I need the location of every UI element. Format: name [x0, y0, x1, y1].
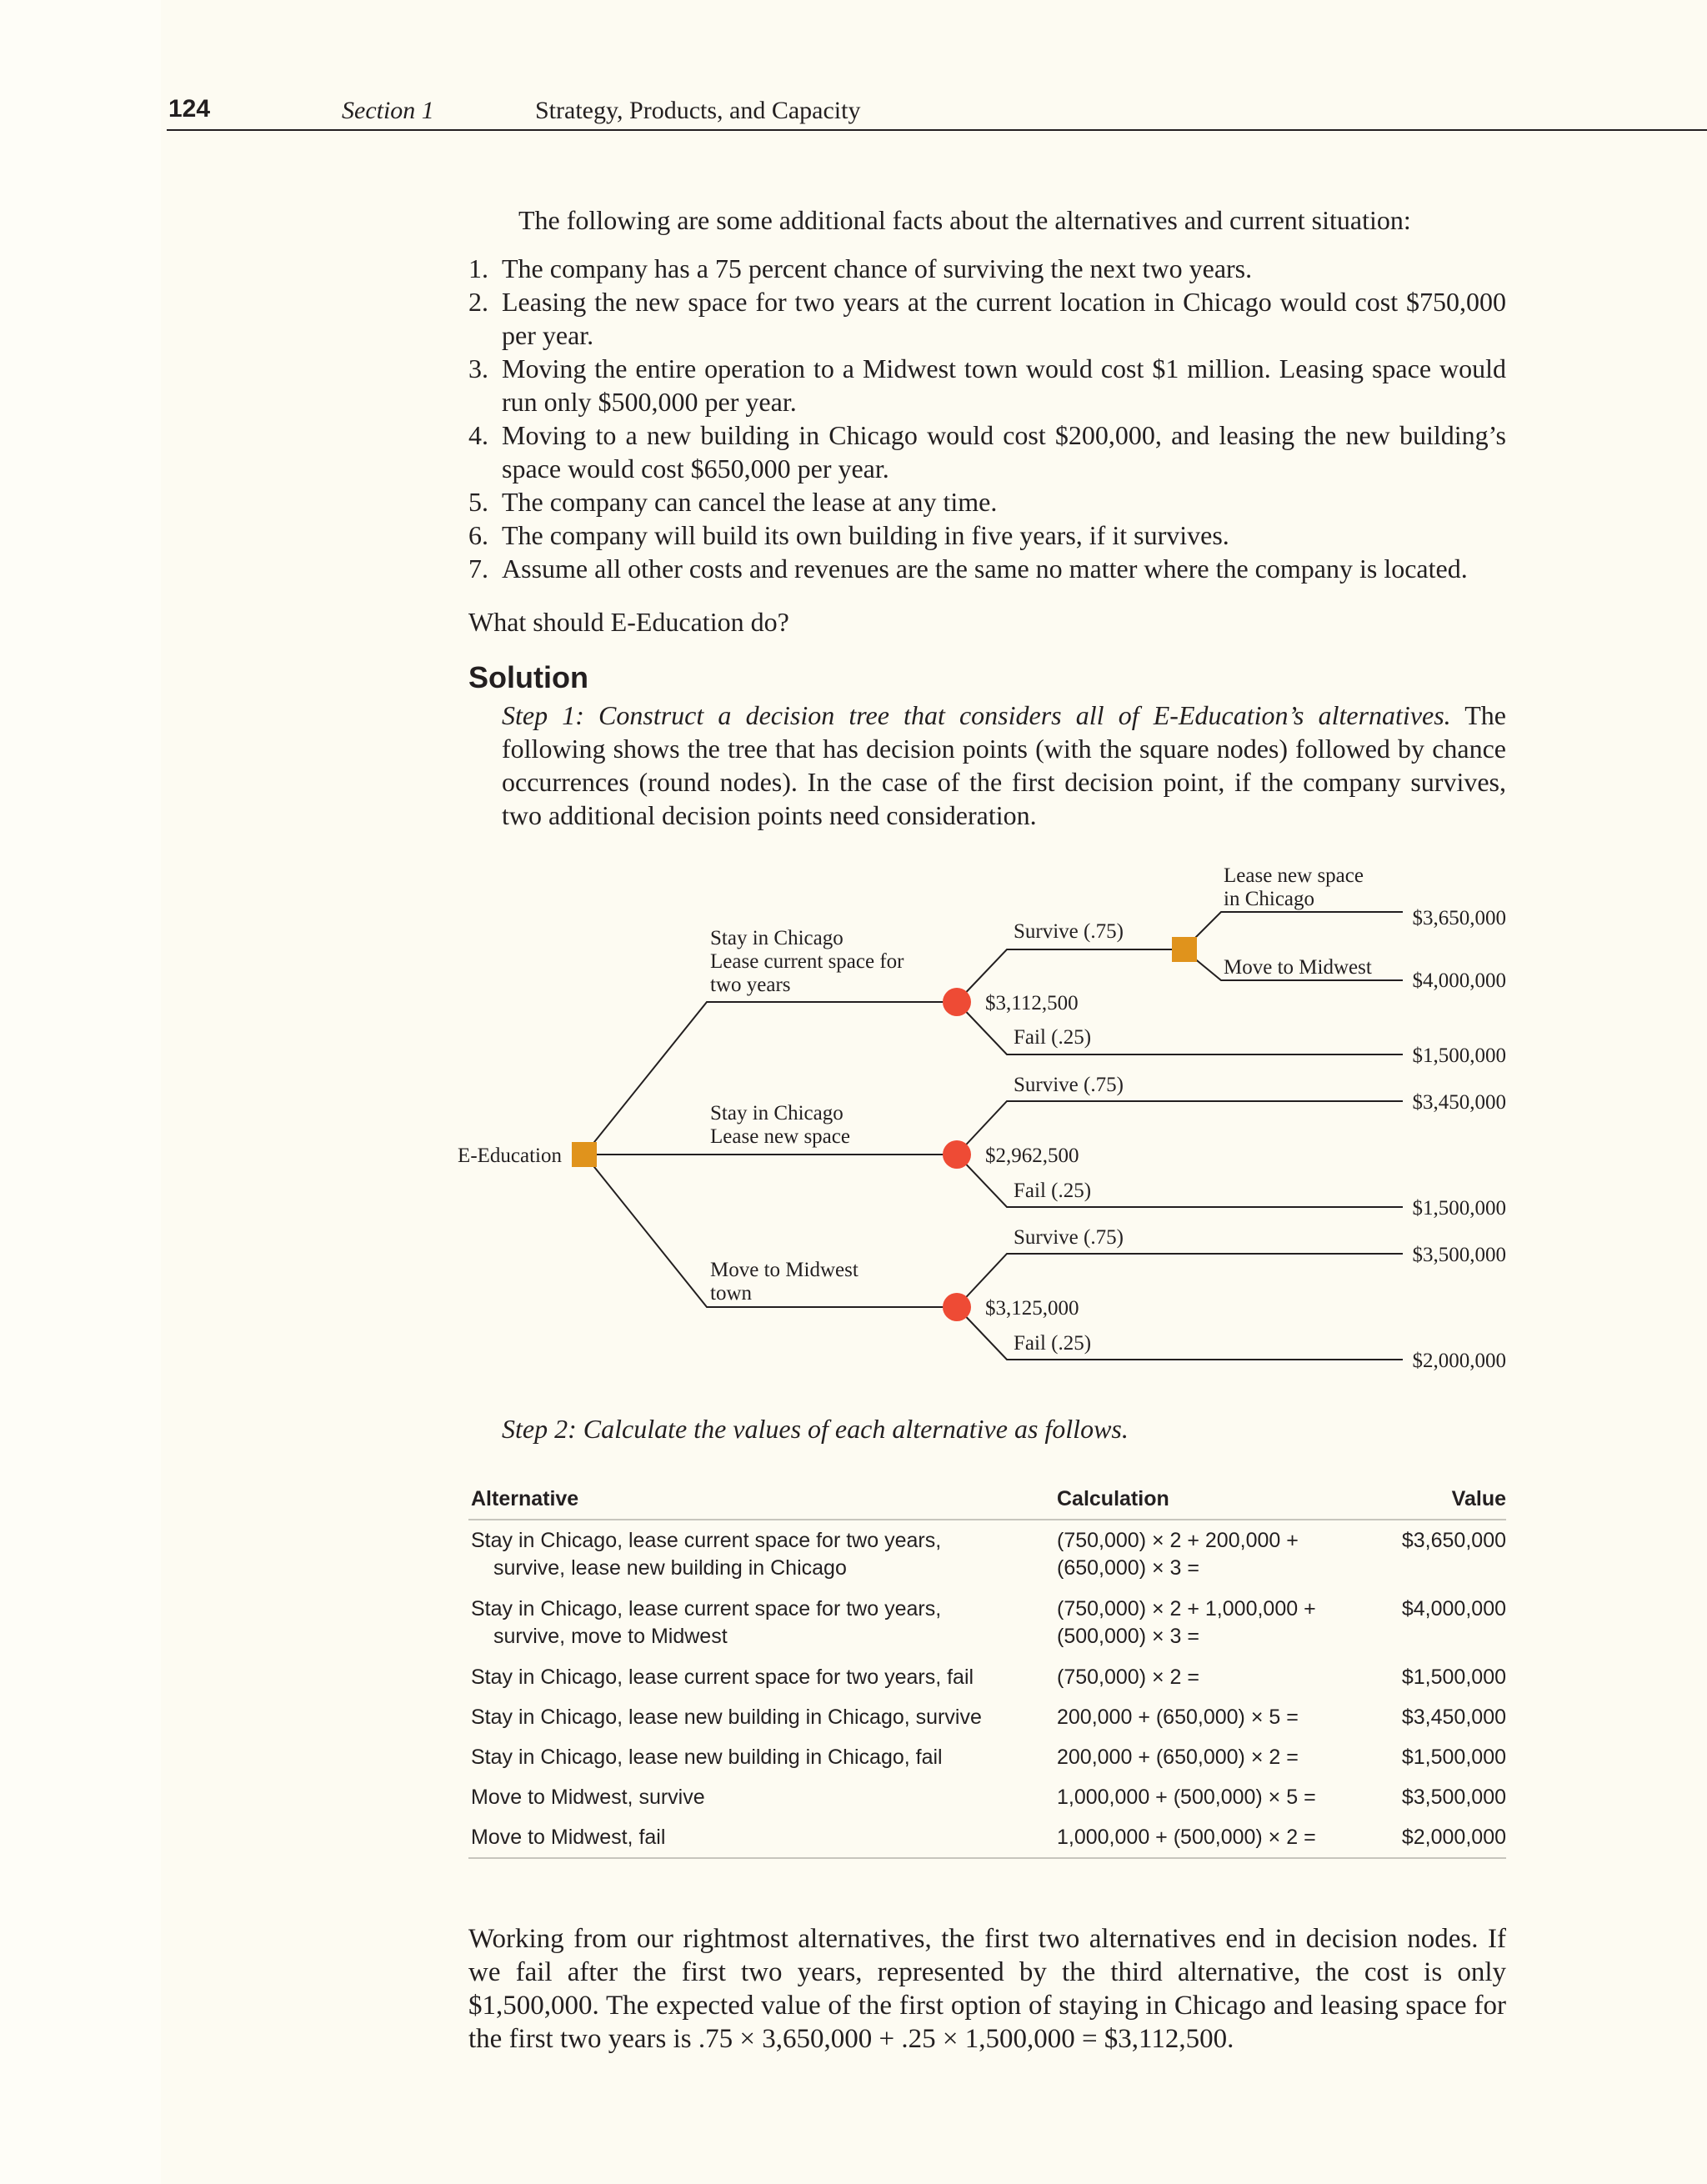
chance-node [943, 988, 971, 1016]
cell-text: survive, lease new building in Chicago [493, 1556, 847, 1580]
probability-label: Fail (.25) [1014, 1332, 1092, 1355]
alternative-cell: Stay in Chicago, lease new building in Chicago, survive [471, 1706, 982, 1729]
step1-text: The following shows the tree that has decision points (with the square nodes) followed by chance occurrences (round nodes). In the case of the first decision point, if the company survives, two additional decision points need consideration. [502, 700, 1507, 830]
table-row [468, 1595, 1506, 1664]
tree-branches [584, 912, 1403, 1360]
calculation-cell: 1,000,000 + (500,000) × 5 = [1057, 1786, 1316, 1809]
list-text: The company will build its own building in five years, if it survives. [502, 520, 1229, 550]
probability-label: Survive (.75) [1014, 1074, 1124, 1096]
decision-node [572, 1142, 597, 1167]
question-text: What should E-Education do? [468, 607, 789, 637]
list-text: Leasing the new space for two years at the current location in Chicago would cost $750,000 per year. [502, 287, 1506, 350]
value-cell: $3,500,000 [1401, 1786, 1506, 1809]
payoff-value: $3,650,000 [1412, 907, 1506, 929]
expected-value: $2,962,500 [985, 1145, 1079, 1167]
calculation-cell: 200,000 + (650,000) × 5 = [1057, 1706, 1299, 1729]
calculation-cell [1057, 1595, 1374, 1651]
value-cell: $3,650,000 [1401, 1529, 1506, 1552]
cell-text: (650,000) × 3 = [1057, 1556, 1199, 1580]
section-label: Section 1 [342, 97, 434, 124]
payoff-value: $3,450,000 [1412, 1091, 1506, 1114]
branch-label: Stay in Chicago [710, 1102, 843, 1125]
branch-move-midwest [584, 1155, 957, 1307]
payoff-value: $1,500,000 [1412, 1044, 1506, 1067]
alternative-cell: Stay in Chicago, lease new building in Chicago, fail [471, 1746, 943, 1769]
list-number: 6. [468, 520, 488, 550]
probability-label: Survive (.75) [1014, 920, 1124, 943]
option-label: Move to Midwest [1224, 956, 1372, 979]
cell-text: (750,000) × 2 + 200,000 + [1057, 1529, 1299, 1552]
payoff-value: $2,000,000 [1412, 1350, 1506, 1372]
branch-label: two years [710, 974, 791, 996]
alternative-cell [471, 1595, 1038, 1651]
table-header [468, 1485, 1506, 1520]
chance-node [943, 1140, 971, 1169]
cell-text: (500,000) × 3 = [1057, 1625, 1199, 1648]
step1-label: Step 1: Construct a decision tree that considers all of E-Education’s alternatives. [502, 700, 1451, 730]
page-number: 124 [168, 95, 211, 123]
table-row [468, 1784, 1506, 1824]
branch-label: Move to Midwest [710, 1259, 859, 1281]
list-text: Assume all other costs and revenues are the same no matter where the company is located. [502, 554, 1468, 584]
table-bottom-rule [468, 1857, 1506, 1859]
root-label: E-Education [458, 1145, 562, 1167]
value-cell: $1,500,000 [1401, 1746, 1506, 1769]
probability-label: Fail (.25) [1014, 1026, 1092, 1049]
payoff-value: $3,500,000 [1412, 1244, 1506, 1266]
branch-label: Lease new space [710, 1125, 850, 1148]
list-number: 3. [468, 353, 488, 383]
cell-text: (750,000) × 2 + 1,000,000 + [1057, 1597, 1316, 1620]
column-header: Calculation [1057, 1487, 1169, 1510]
column-header: Value [1451, 1487, 1506, 1510]
value-cell: $3,450,000 [1401, 1706, 1506, 1729]
list-number: 5. [468, 487, 488, 517]
branch-label: town [710, 1282, 752, 1305]
table-row [468, 1824, 1506, 1857]
option-label: in Chicago [1224, 888, 1315, 910]
calculation-cell: 200,000 + (650,000) × 2 = [1057, 1746, 1299, 1769]
payoff-value: $4,000,000 [1412, 969, 1506, 992]
option-label: Lease new space [1224, 864, 1364, 887]
step2-label: Step 2: Calculate the values of each alternative as follows. [502, 1414, 1129, 1444]
closing-paragraph: Working from our rightmost alternatives, the first two alternatives end in decision nodes. If we fail after the first two years, represented by the third alternative, the cost is only $1,500,000. The expected value of the first option of staying in Chicago and leasing space for the first two years is .75 × 3,650,000 + .25 × 1,500,000 = $3,112,500. [468, 1924, 1506, 2054]
table-row [468, 1704, 1506, 1744]
alternative-cell [471, 1527, 1038, 1582]
list-number: 1. [468, 253, 488, 283]
list-text: The company can cancel the lease at any time. [502, 487, 998, 517]
list-text: The company has a 75 percent chance of surviving the next two years. [502, 253, 1253, 283]
alternative-cell: Move to Midwest, survive [471, 1786, 705, 1809]
list-number: 7. [468, 554, 488, 584]
table-row [468, 1744, 1506, 1784]
intro-paragraph: The following are some additional facts about the alternatives and current situation: [518, 205, 1411, 235]
cell-text: Stay in Chicago, lease current space for two years, [471, 1529, 942, 1552]
value-cell: $1,500,000 [1401, 1666, 1506, 1689]
decision-node [1172, 937, 1197, 962]
chapter-title: Strategy, Products, and Capacity [535, 97, 861, 124]
calculation-cell [1057, 1527, 1374, 1582]
expected-value: $3,125,000 [985, 1297, 1079, 1320]
value-cell: $4,000,000 [1401, 1597, 1506, 1620]
alternative-cell: Move to Midwest, fail [471, 1826, 666, 1849]
list-text: Moving to a new building in Chicago would cost $200,000, and leasing the new building’s space would cost $650,000 per year. [502, 420, 1506, 483]
branch-lease-new-space [1184, 912, 1403, 949]
value-cell: $2,000,000 [1401, 1826, 1506, 1849]
solution-heading: Solution [468, 660, 588, 694]
calculation-cell: (750,000) × 2 = [1057, 1666, 1199, 1689]
alternative-cell: Stay in Chicago, lease current space for two years, fail [471, 1666, 974, 1689]
chance-node [943, 1293, 971, 1321]
list-number: 2. [468, 287, 488, 317]
probability-label: Survive (.75) [1014, 1226, 1124, 1249]
expected-value: $3,112,500 [985, 992, 1079, 1014]
payoff-value: $1,500,000 [1412, 1197, 1506, 1220]
calculation-cell: 1,000,000 + (500,000) × 2 = [1057, 1826, 1316, 1849]
branch-label: Lease current space for [710, 950, 904, 973]
table-row [468, 1527, 1506, 1595]
branch-label: Stay in Chicago [710, 927, 843, 949]
table-row [468, 1664, 1506, 1704]
alternatives-table [468, 1485, 1506, 1859]
cell-text: Stay in Chicago, lease current space for two years, [471, 1597, 942, 1620]
column-header: Alternative [471, 1487, 579, 1510]
probability-label: Fail (.25) [1014, 1180, 1092, 1202]
cell-text: survive, move to Midwest [493, 1625, 728, 1648]
list-number: 4. [468, 420, 488, 450]
list-text: Moving the entire operation to a Midwest town would cost $1 million. Leasing space would run only $500,000 per year. [502, 353, 1506, 417]
